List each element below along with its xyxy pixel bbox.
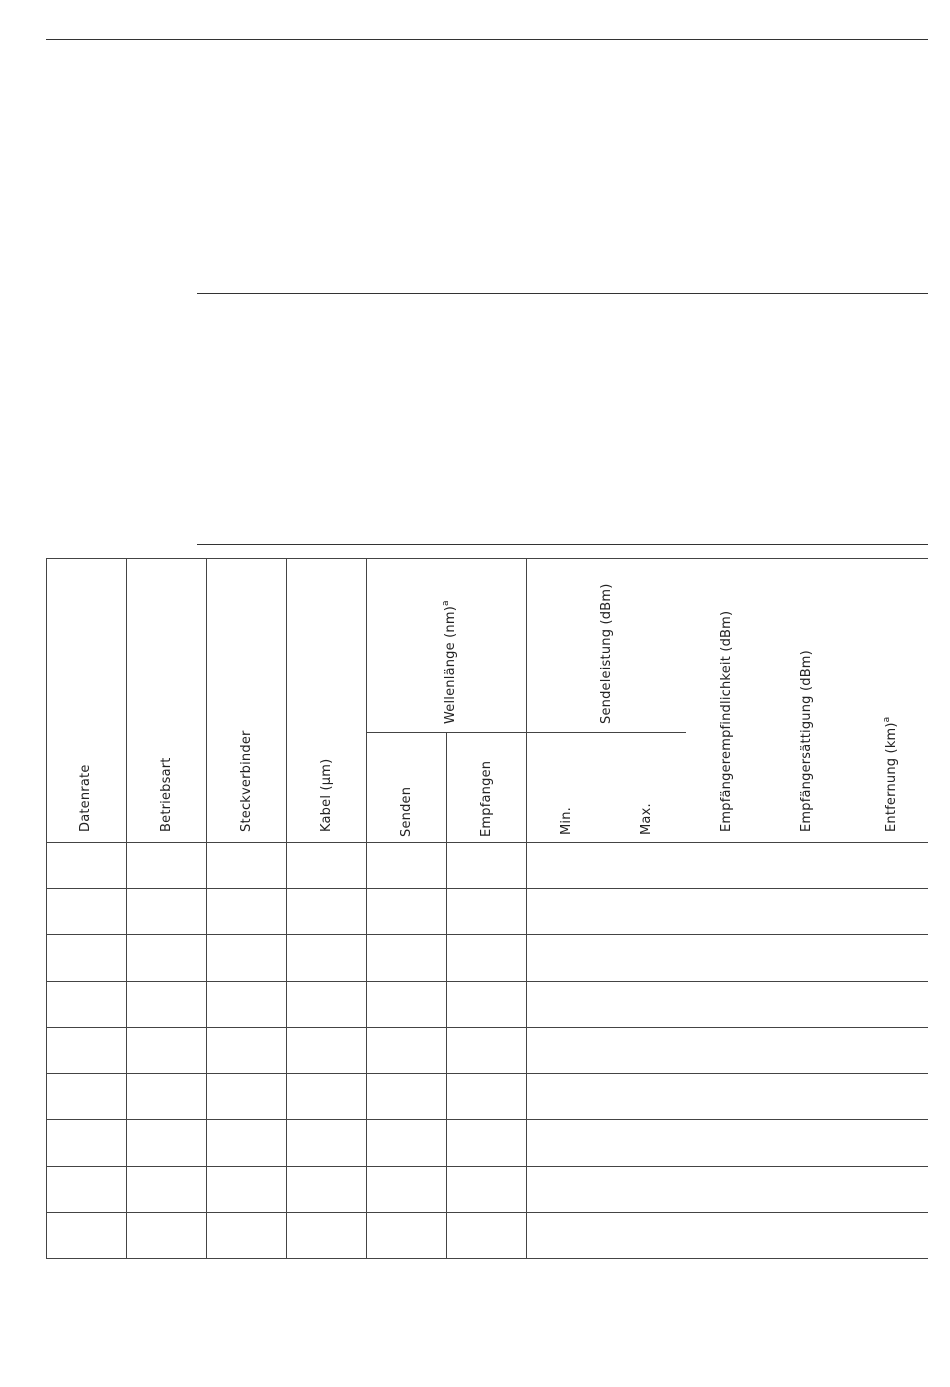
header-steckverbinder: Steckverbinder [239,730,254,832]
col-divider [526,558,527,1258]
wellenlaenge-label: Wellenlänge (nm) [443,606,458,724]
col-divider [286,558,287,1258]
table-row-line [46,1166,928,1167]
table-row-line [46,981,928,982]
header-senden: Senden [399,786,414,837]
wellenlaenge-footnote: a [441,600,451,606]
col-divider [446,732,447,1258]
header-kabel: Kabel (µm) [319,758,334,832]
col-divider [126,558,127,1258]
mid-rule-2 [197,544,928,545]
header-min: Min. [559,807,574,835]
header-datenrate: Datenrate [78,764,93,832]
table-top-border [46,558,928,559]
subheader-line [366,732,686,733]
header-bottom-line [46,842,928,843]
top-rule [46,39,928,40]
header-sendeleistung: Sendeleistung (dBm) [599,583,614,724]
header-empfangen: Empfangen [479,760,494,837]
header-max: Max. [639,803,654,835]
header-empfindlichkeit: Empfängerempfindlichkeit (dBm) [719,610,734,832]
header-entfernung [879,717,900,832]
header-saettigung: Empfängersättigung (dBm) [799,650,814,832]
entfernung-footnote: a [882,716,892,723]
mid-rule-1 [197,293,928,294]
table-row-line [46,934,928,935]
table-row-line [46,1027,928,1028]
table-row-line [46,888,928,889]
header-wellenlaenge [438,600,459,724]
entfernung-label: Entfernung (km) [884,722,899,832]
col-divider [206,558,207,1258]
table-bottom-border [46,1258,928,1259]
table-row-line [46,1119,928,1120]
table-row-line [46,1073,928,1074]
header-betriebsart: Betriebsart [159,757,174,832]
col-divider [366,558,367,1258]
table-left-border [46,558,47,1258]
table-row-line [46,1212,928,1213]
